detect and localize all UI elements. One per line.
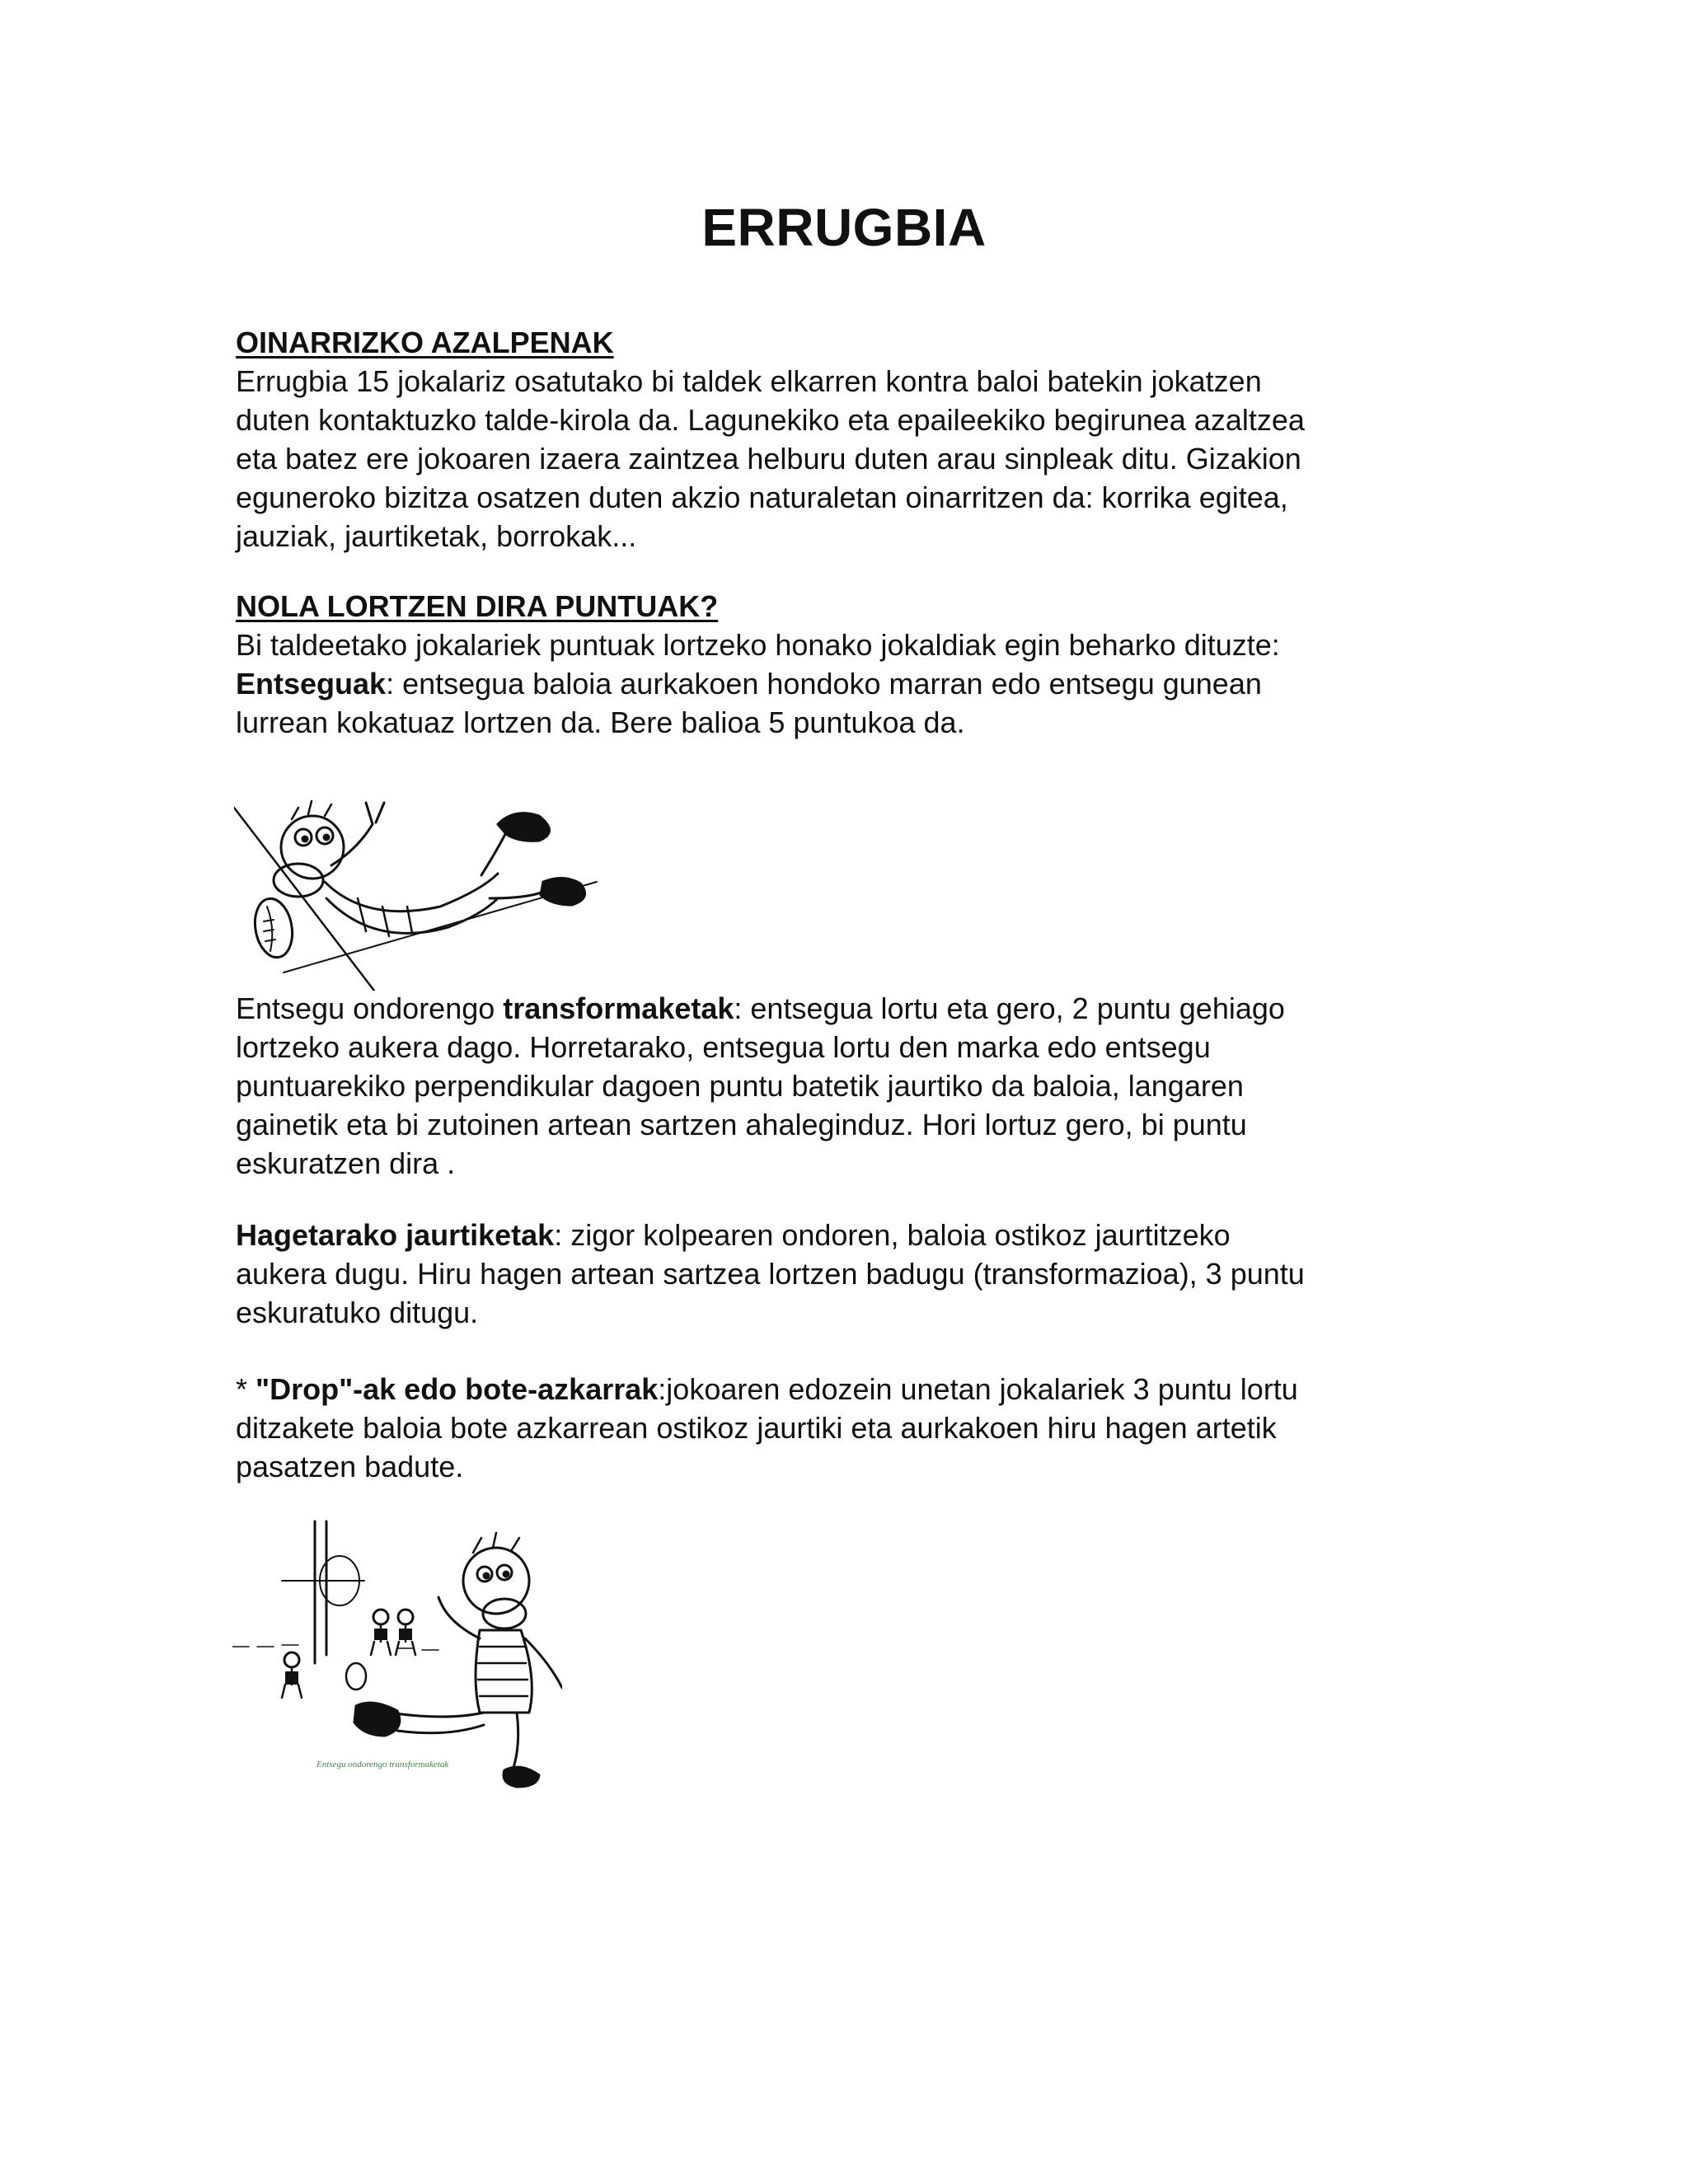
paragraph-line: lortzeko aukera dago. Horretarako, entsegua lortu den marka edo entsegu bbox=[236, 1030, 1211, 1064]
paragraph-line: duten kontaktuzko talde-kirola da. Lagunekiko eta epaileekiko begirunea azaltzea bbox=[236, 403, 1305, 437]
section-drop-goals bbox=[236, 1370, 1472, 1486]
section-conversions bbox=[236, 989, 1472, 1183]
section-heading: OINARRIZKO AZALPENAK bbox=[236, 326, 614, 359]
paragraph-line: eta batez ere jokoaren izaera zaintzea helburu duten arau sinpleak ditu. Gizakion bbox=[236, 442, 1301, 476]
kick-illustration bbox=[232, 1515, 562, 1803]
section-heading: NOLA LORTZEN DIRA PUNTUAK? bbox=[236, 589, 719, 623]
paragraph-line: Entseguak: entsegua baloia aurkakoen hondoko marran edo entsegu gunean bbox=[236, 667, 1262, 701]
paragraph-line: pasatzen badute. bbox=[236, 1450, 464, 1483]
section-how-points bbox=[236, 587, 1472, 742]
term-bold: Hagetarako jaurtiketak bbox=[236, 1218, 555, 1252]
term-bold: transformaketak bbox=[503, 991, 734, 1025]
term-bold: Entseguak bbox=[236, 667, 387, 701]
paragraph-line: aukera dugu. Hiru hagen artean sartzea lortzen badugu (transformazioa), 3 puntu bbox=[236, 1257, 1305, 1291]
paragraph-line: jauziak, jaurtiketak, borrokak... bbox=[236, 519, 637, 553]
term-bold: "Drop" bbox=[256, 1372, 354, 1406]
paragraph-line: ditzakete baloia bote azkarrean ostikoz jaurtiki eta aurkakoen hiru hagen artetik bbox=[236, 1411, 1277, 1445]
figure-caption: Entsegu ondorengo transformaketak bbox=[316, 1760, 449, 1769]
paragraph-line: eskuratzen dira . bbox=[236, 1146, 456, 1180]
page-title: ERRUGBIA bbox=[701, 198, 987, 257]
paragraph-line: eguneroko bizitza osatzen duten akzio naturaletan oinarritzen da: korrika egitea, bbox=[236, 480, 1288, 514]
paragraph-line: * "Drop"-ak edo bote-azkarrak:jokoaren edozein unetan jokalariek 3 puntu lortu bbox=[236, 1372, 1298, 1406]
paragraph-line: lurrean kokatuaz lortzen da. Bere balioa 5 puntukoa da. bbox=[236, 705, 965, 739]
paragraph-line: Hagetarako jaurtiketak: zigor kolpearen ondoren, baloia ostikoz jaurtitzeko bbox=[236, 1218, 1231, 1252]
term-bold: -ak edo bote-azkarrak bbox=[353, 1372, 659, 1406]
paragraph-line: eskuratuko ditugu. bbox=[236, 1296, 479, 1329]
paragraph-line: Bi taldeetako jokalariek puntuak lortzeko honako jokaldiak egin beharko dituzte: bbox=[236, 628, 1280, 662]
try-illustration bbox=[234, 783, 605, 991]
paragraph-line: Errugbia 15 jokalariz osatutako bi taldek elkarren kontra baloi batekin jokatzen bbox=[236, 364, 1262, 398]
paragraph-line: Entsegu ondorengo transformaketak: entsegua lortu eta gero, 2 puntu gehiago bbox=[236, 991, 1285, 1025]
section-penalty-kicks bbox=[236, 1216, 1472, 1332]
section-basic-explanations bbox=[236, 323, 1472, 555]
paragraph-line: puntuarekiko perpendikular dagoen puntu batetik jaurtiko da baloia, langaren bbox=[236, 1069, 1244, 1103]
paragraph-line: gainetik eta bi zutoinen artean sartzen ahaleginduz. Hori lortuz gero, bi puntu bbox=[236, 1108, 1247, 1141]
